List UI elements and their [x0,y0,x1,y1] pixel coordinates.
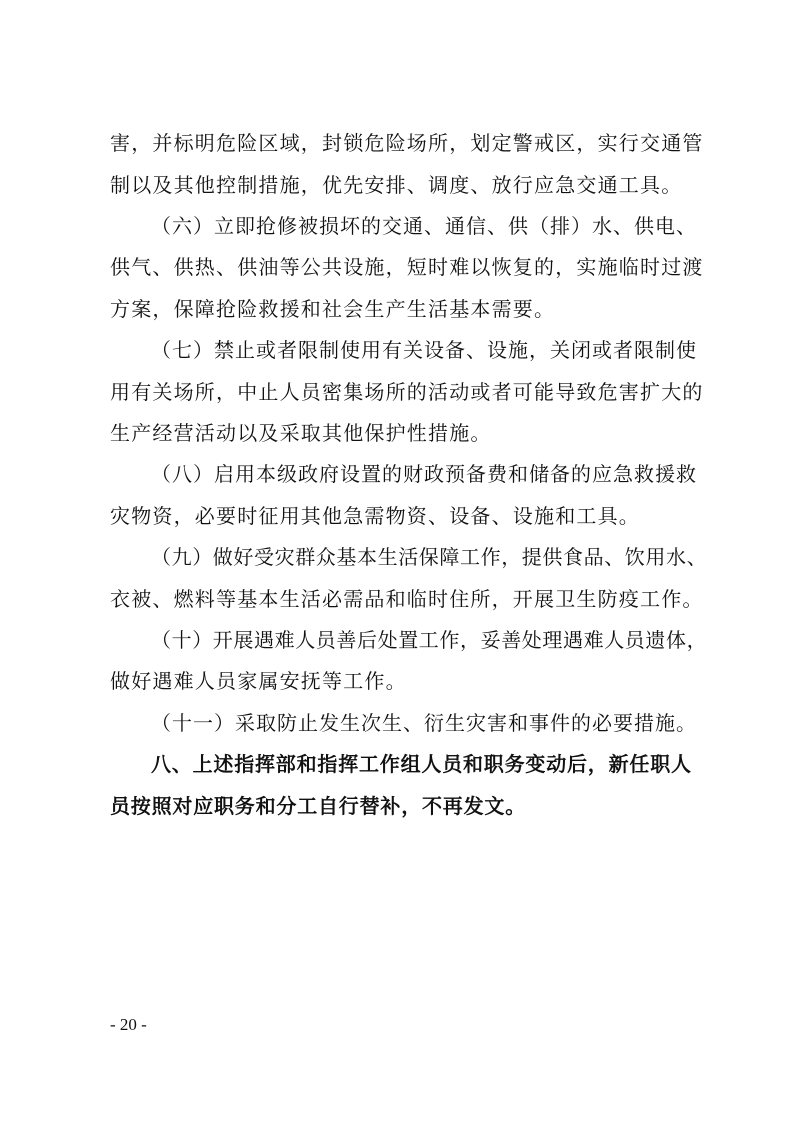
text-line: 供气、供热、供油等公共设施，短时难以恢复的，实施临时过渡 [110,255,704,279]
text-line: 灾物资，必要时征用其他急需物资、设备、设施和工具。 [110,504,640,528]
text-line: 生产经营活动以及采取其他保护性措施。 [110,421,492,445]
paragraph-ten-line: （十）开展遇难人员善后处置工作，妥善处理遇难人员遗体， [151,628,708,652]
text-line: 用有关场所，中止人员密集场所的活动或者可能导致危害扩大的 [110,380,704,404]
text-line: 做好遇难人员家属安抚等工作。 [110,669,407,693]
text-line: 衣被、燃料等基本生活必需品和临时住所，开展卫生防疫工作。 [110,587,704,611]
page-number: - 20 - [110,1015,147,1034]
text-line: 制以及其他控制措施，优先安排、调度、放行应急交通工具。 [110,173,683,197]
paragraph-nine-line: （九）做好受灾群众基本生活保障工作，提供食品、饮用水、 [151,545,708,569]
paragraph-six-line: （六）立即抢修被损坏的交通、通信、供（排）水、供电、 [151,214,697,238]
section-eight-line: 八、上述指挥部和指挥工作组人员和职务变动后，新任职人 [151,752,692,776]
paragraph-seven-line: （七）禁止或者限制使用有关设备、设施，关闭或者限制使 [151,338,697,362]
section-eight-line: 员按照对应职务和分工自行替补，不再发文。 [110,794,526,818]
paragraph-eleven-line: （十一）采取防止发生次生、衍生灾害和事件的必要措施。 [151,711,697,735]
paragraph-eight-line: （八）启用本级政府设置的财政预备费和储备的应急救援救 [151,462,697,486]
text-line: 方案，保障抢险救援和社会生产生活基本需要。 [110,297,556,321]
text-line: 害，并标明危险区域，封锁危险场所，划定警戒区，实行交通管 [110,131,704,155]
